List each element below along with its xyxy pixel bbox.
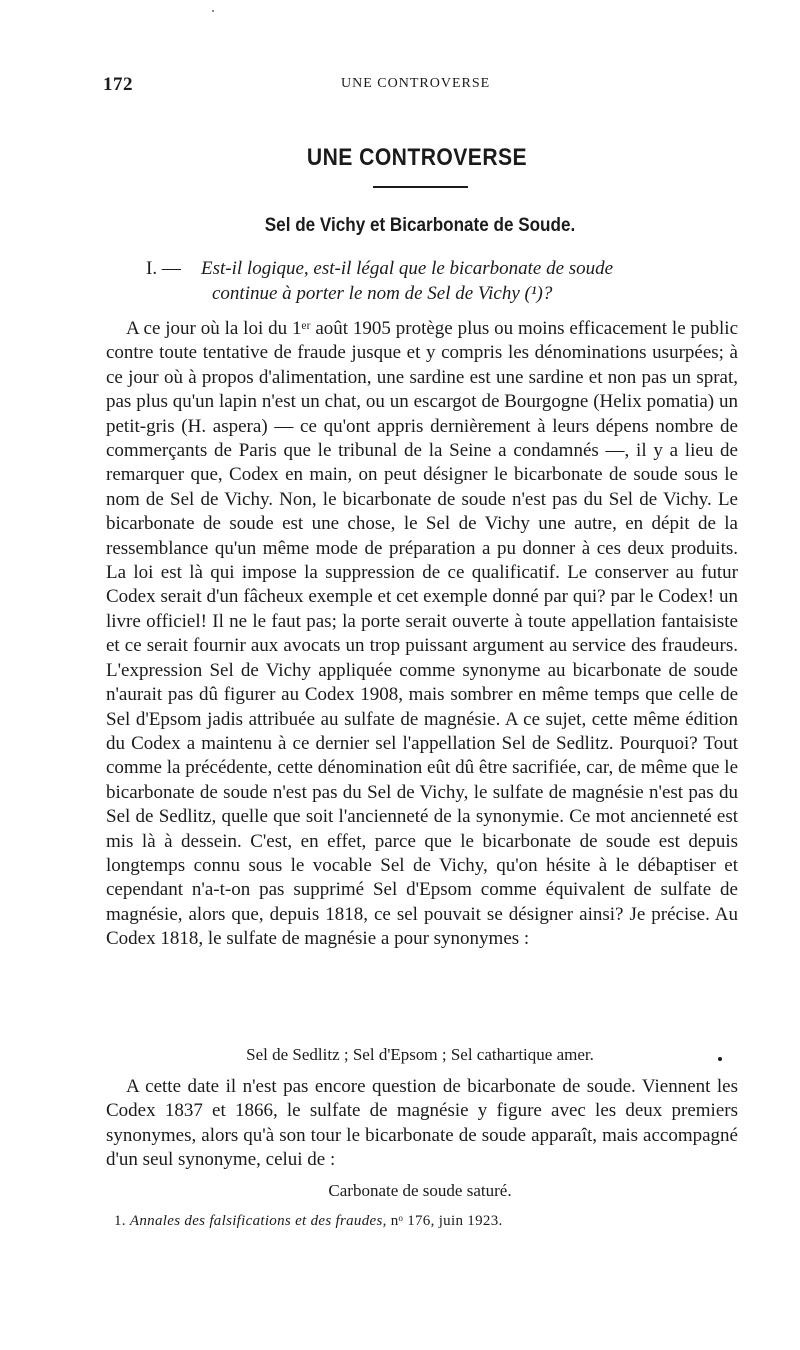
running-header: [103, 74, 738, 98]
scan-speck: [212, 10, 214, 12]
synonym-line: Carbonate de soude saturé.: [328, 1181, 512, 1200]
running-title: UNE CONTROVERSE: [341, 76, 491, 91]
footnote-marker: 1.: [114, 1213, 126, 1229]
title-rule: [373, 186, 468, 188]
article-subtitle: Sel de Vichy et Bicarbonate de Soude.: [264, 215, 576, 236]
article-title: UNE CONTROVERSE: [306, 144, 528, 171]
paragraph-text: A ce jour où la loi du 1ᵉʳ août 1905 protège plus ou moins efficacement le public contre toute tentative de fraude jusque et y compris les dénominations usurpées; à ce jour où à propos d'alimentation, une sardine est une sardine et non pas un sprat, pas plus qu'un lapin n'est un chat, ou un escargot de Bourgogne (Helix pomatia) un petit-gris (H. aspera) — ce qu'ont appris dernièrement à leurs dépens nombre de commerçants de Paris que le tribunal de la Seine a condamnés —, il y a lieu de remarquer que, Codex en main, on peut désigner le bicarbonate de soude sous le nom de Sel de Vichy. Non, le bicarbonate de soude n'est pas du Sel de Vichy. Le bicarbonate de soude est une chose, le Sel de Vichy une autre, en dépit de la ressemblance qu'un même mode de préparation a pu donner à ces deux produits. La loi est là qui impose la suppression de ce qualificatif. Le conserver au futur Codex serait d'un fâcheux exemple et cet exemple donné par qui? par le Codex! un livre officiel! Il ne le faut pas; la porte serait ouverte à toute appellation fantaisiste et ce serait fournir aux avocats un trop puissant argument au service des fraudeurs. L'expression Sel de Vichy appliquée comme synonyme au bicarbonate de soude n'aurait pas dû figurer au Codex 1908, mais sombrer en même temps que celle de Sel d'Epsom jadis attribuée au sulfate de magnésie. A ce sujet, cette même édition du Codex a maintenu à ce dernier sel l'appellation Sel de Sedlitz. Pourquoi? Tout comme la précédente, cette dénomination eût dû être sacrifiée, car, de même que le bicarbonate de soude n'est pas du Sel de Vichy, le sulfate de magnésie n'est pas du Sel de Sedlitz, quelle que soit l'ancienneté de la synonymie. Ce mot ancienneté est mis là à dessein. C'est, en effet, parce que le bicarbonate de soude est depuis longtemps connu sous le vocable Sel de Vichy, qu'on hésite à le débaptiser et cependant n'a-t-on pas supprimé Sel d'Epsom comme équivalent de sulfate de magnésie, alors que, depuis 1818, ce sel pouvait se désigner ainsi? Je précise. Au Codex 1818, le sulfate de magnésie a pour synonymes :: [106, 318, 738, 950]
section-question-line-2: continue à porter le nom de Sel de Vichy (¹)?: [212, 283, 553, 304]
section-heading: [146, 256, 706, 306]
synonyms-line: Sel de Sedlitz ; Sel d'Epsom ; Sel cathartique amer.: [246, 1045, 594, 1064]
paragraph-text: A cette date il n'est pas encore question de bicarbonate de soude. Viennent les Codex 1837 et 1866, le sulfate de magnésie y figure avec les deux premiers synonymes, alors qu'à son tour le bicarbonate de soude apparaît, mais accompagné d'un seul synonyme, celui de :: [106, 1076, 738, 1171]
body-paragraph-2: [106, 1075, 738, 1173]
footnote: [114, 1213, 734, 1230]
body-paragraph-1: [106, 317, 738, 952]
ink-dot: [718, 1057, 722, 1061]
section-number: I. —: [146, 258, 181, 279]
footnote-details: nᵒ 176, juin 1923.: [390, 1213, 503, 1229]
section-question-line-1: Est-il logique, est-il légal que le bicarbonate de soude: [201, 258, 614, 279]
page-number: 172: [103, 74, 133, 95]
footnote-source: Annales des falsifications et des fraudes,: [129, 1213, 387, 1229]
